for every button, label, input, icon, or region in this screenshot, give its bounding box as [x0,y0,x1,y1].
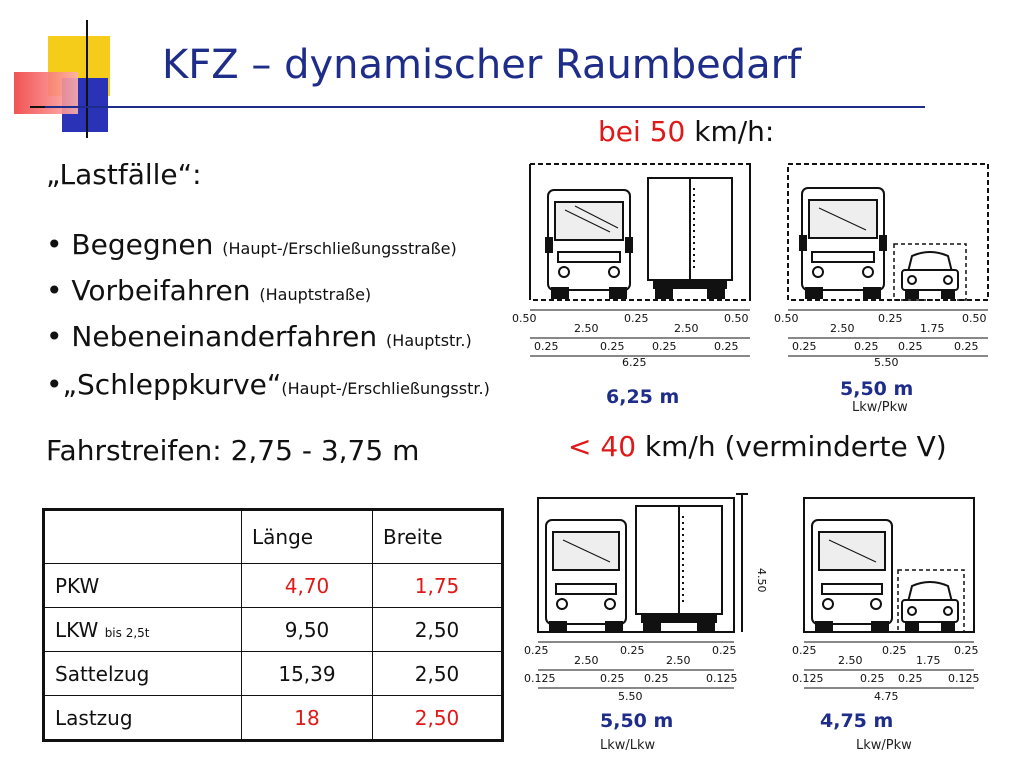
bullet-begegnen [46,228,457,261]
diagram1-total-width: 6,25 m [606,386,680,408]
dim-label: 0.25 [620,644,645,657]
dim-label: 0.125 [792,672,824,685]
dim-label: 0.25 [954,644,979,657]
car-front-icon [902,252,958,298]
speed-bottom-label [568,430,947,463]
dim-label: 0.25 [898,340,923,353]
diagram3-caption: Lkw/Lkw [600,738,656,753]
dim-label: 0.50 [774,312,799,325]
dim-label: 0.25 [954,340,979,353]
car-front-icon [902,582,958,630]
table-header-cell: Länge [242,510,373,564]
truck-front-icon [546,520,626,632]
speed-top-suffix: km/h: [685,115,775,148]
bullet-note: (Hauptstraße) [259,285,372,304]
diagram4-total-width: 4,75 m [820,710,894,732]
dim-label: 0.50 [724,312,749,325]
truck-front-icon [800,188,886,298]
dim-total-label: 5.50 [874,356,899,369]
diagram3-total-width: 5,50 m [600,710,674,732]
table-cell-laenge: 18 [242,696,373,741]
dim-label: 0.25 [534,340,559,353]
vehicle-name: PKW [55,573,100,598]
logo-vertical-line [86,20,88,138]
table-cell-name [44,608,242,652]
bullet-main: •„Schleppkurve“ [46,368,282,401]
dim-label: 0.25 [860,672,885,685]
page-title: KFZ – dynamischer Raumbedarf [162,42,802,88]
diagram-lkw-lkw-625 [510,160,770,390]
dim-label: 0.125 [948,672,980,685]
lastfaelle-heading: „Lastfälle“: [46,158,202,191]
vehicle-name-sub: bis 2,5t [104,625,150,640]
dim-label: 2.50 [666,654,691,667]
dim-total-label: 6.25 [622,356,647,369]
dim-label: 0.50 [512,312,537,325]
truck-rear-icon [636,506,722,632]
table-row [44,696,503,741]
table-header-row [44,510,503,564]
dim-label: 0.25 [652,340,677,353]
vehicle-dimensions-table [42,508,504,742]
table-row [44,652,503,696]
table-cell-name [44,652,242,696]
dim-label: 0.50 [962,312,987,325]
dim-label: 2.50 [574,322,599,335]
speed-top-label [598,115,774,148]
bullet-main: • Vorbeifahren [46,274,260,307]
dim-label: 0.125 [524,672,556,685]
speed-top-prefix: bei [598,115,650,148]
table-row [44,608,503,652]
table-cell-breite: 1,75 [373,564,503,608]
dim-label: 0.125 [706,672,738,685]
dim-total-label: 5.50 [618,690,643,703]
dim-label: 0.25 [624,312,649,325]
diagram2-caption: Lkw/Pkw [852,400,908,415]
speed-bottom-prefix: < [568,430,601,463]
dim-label: 0.25 [524,644,549,657]
vehicle-name: Lastzug [55,705,133,730]
diagram4-caption: Lkw/Pkw [856,738,912,753]
table-cell-name [44,696,242,741]
dim-label: 0.25 [854,340,879,353]
bullet-main: • Begegnen [46,228,223,261]
title-underline [45,106,925,108]
dim-label: 0.25 [792,340,817,353]
vehicle-name: LKW [55,617,105,642]
dim-label: 0.25 [644,672,669,685]
truck-front-icon [546,190,632,298]
speed-bottom-suffix: km/h (verminderte V) [636,430,947,463]
bullet-vorbeifahren [46,274,371,307]
table-cell-laenge: 9,50 [242,608,373,652]
speed-top-value: 50 [649,115,686,148]
speed-bottom-value: 40 [600,430,637,463]
dim-label: 2.50 [838,654,863,667]
table-cell-name [44,564,242,608]
dim-label: 0.25 [792,644,817,657]
vehicle-name: Sattelzug [55,661,150,686]
dim-label: 0.25 [882,644,907,657]
height-label: 4.50 [755,568,768,593]
table-header-cell: Breite [373,510,503,564]
diagram-lkw-pkw-475 [790,488,990,716]
table-cell-breite: 2,50 [373,608,503,652]
dim-label: 2.50 [574,654,599,667]
dim-label: 1.75 [920,322,945,335]
dim-label: 0.25 [712,644,737,657]
bullet-schleppkurve [46,368,490,401]
bullet-nebeneinanderfahren [46,320,472,353]
dim-total-label: 4.75 [874,690,899,703]
dim-label: 0.25 [714,340,739,353]
bullet-note: (Haupt-/Erschließungsstr.) [281,379,490,398]
table-header-cell [44,510,242,564]
bullet-note: (Hauptstr.) [386,331,472,350]
bullet-note: (Haupt-/Erschließungsstraße) [222,239,457,258]
truck-rear-icon [648,178,732,298]
fahrstreifen-text: Fahrstreifen: 2,75 - 3,75 m [46,434,420,467]
table-cell-breite: 2,50 [373,696,503,741]
dim-label: 0.25 [878,312,903,325]
dim-label: 0.25 [898,672,923,685]
dim-label: 0.25 [600,672,625,685]
dim-label: 0.25 [600,340,625,353]
dim-label: 2.50 [830,322,855,335]
dim-label: 2.50 [674,322,699,335]
dim-label: 1.75 [916,654,941,667]
table-cell-breite: 2,50 [373,652,503,696]
table-cell-laenge: 4,70 [242,564,373,608]
bullet-main: • Nebeneinanderfahren [46,320,387,353]
diagram-lkw-pkw-550 [774,160,1004,390]
diagram-lkw-lkw-550 [520,488,780,716]
truck-front-icon [812,520,892,632]
table-cell-laenge: 15,39 [242,652,373,696]
table-row [44,564,503,608]
diagram2-total-width: 5,50 m [840,378,914,400]
